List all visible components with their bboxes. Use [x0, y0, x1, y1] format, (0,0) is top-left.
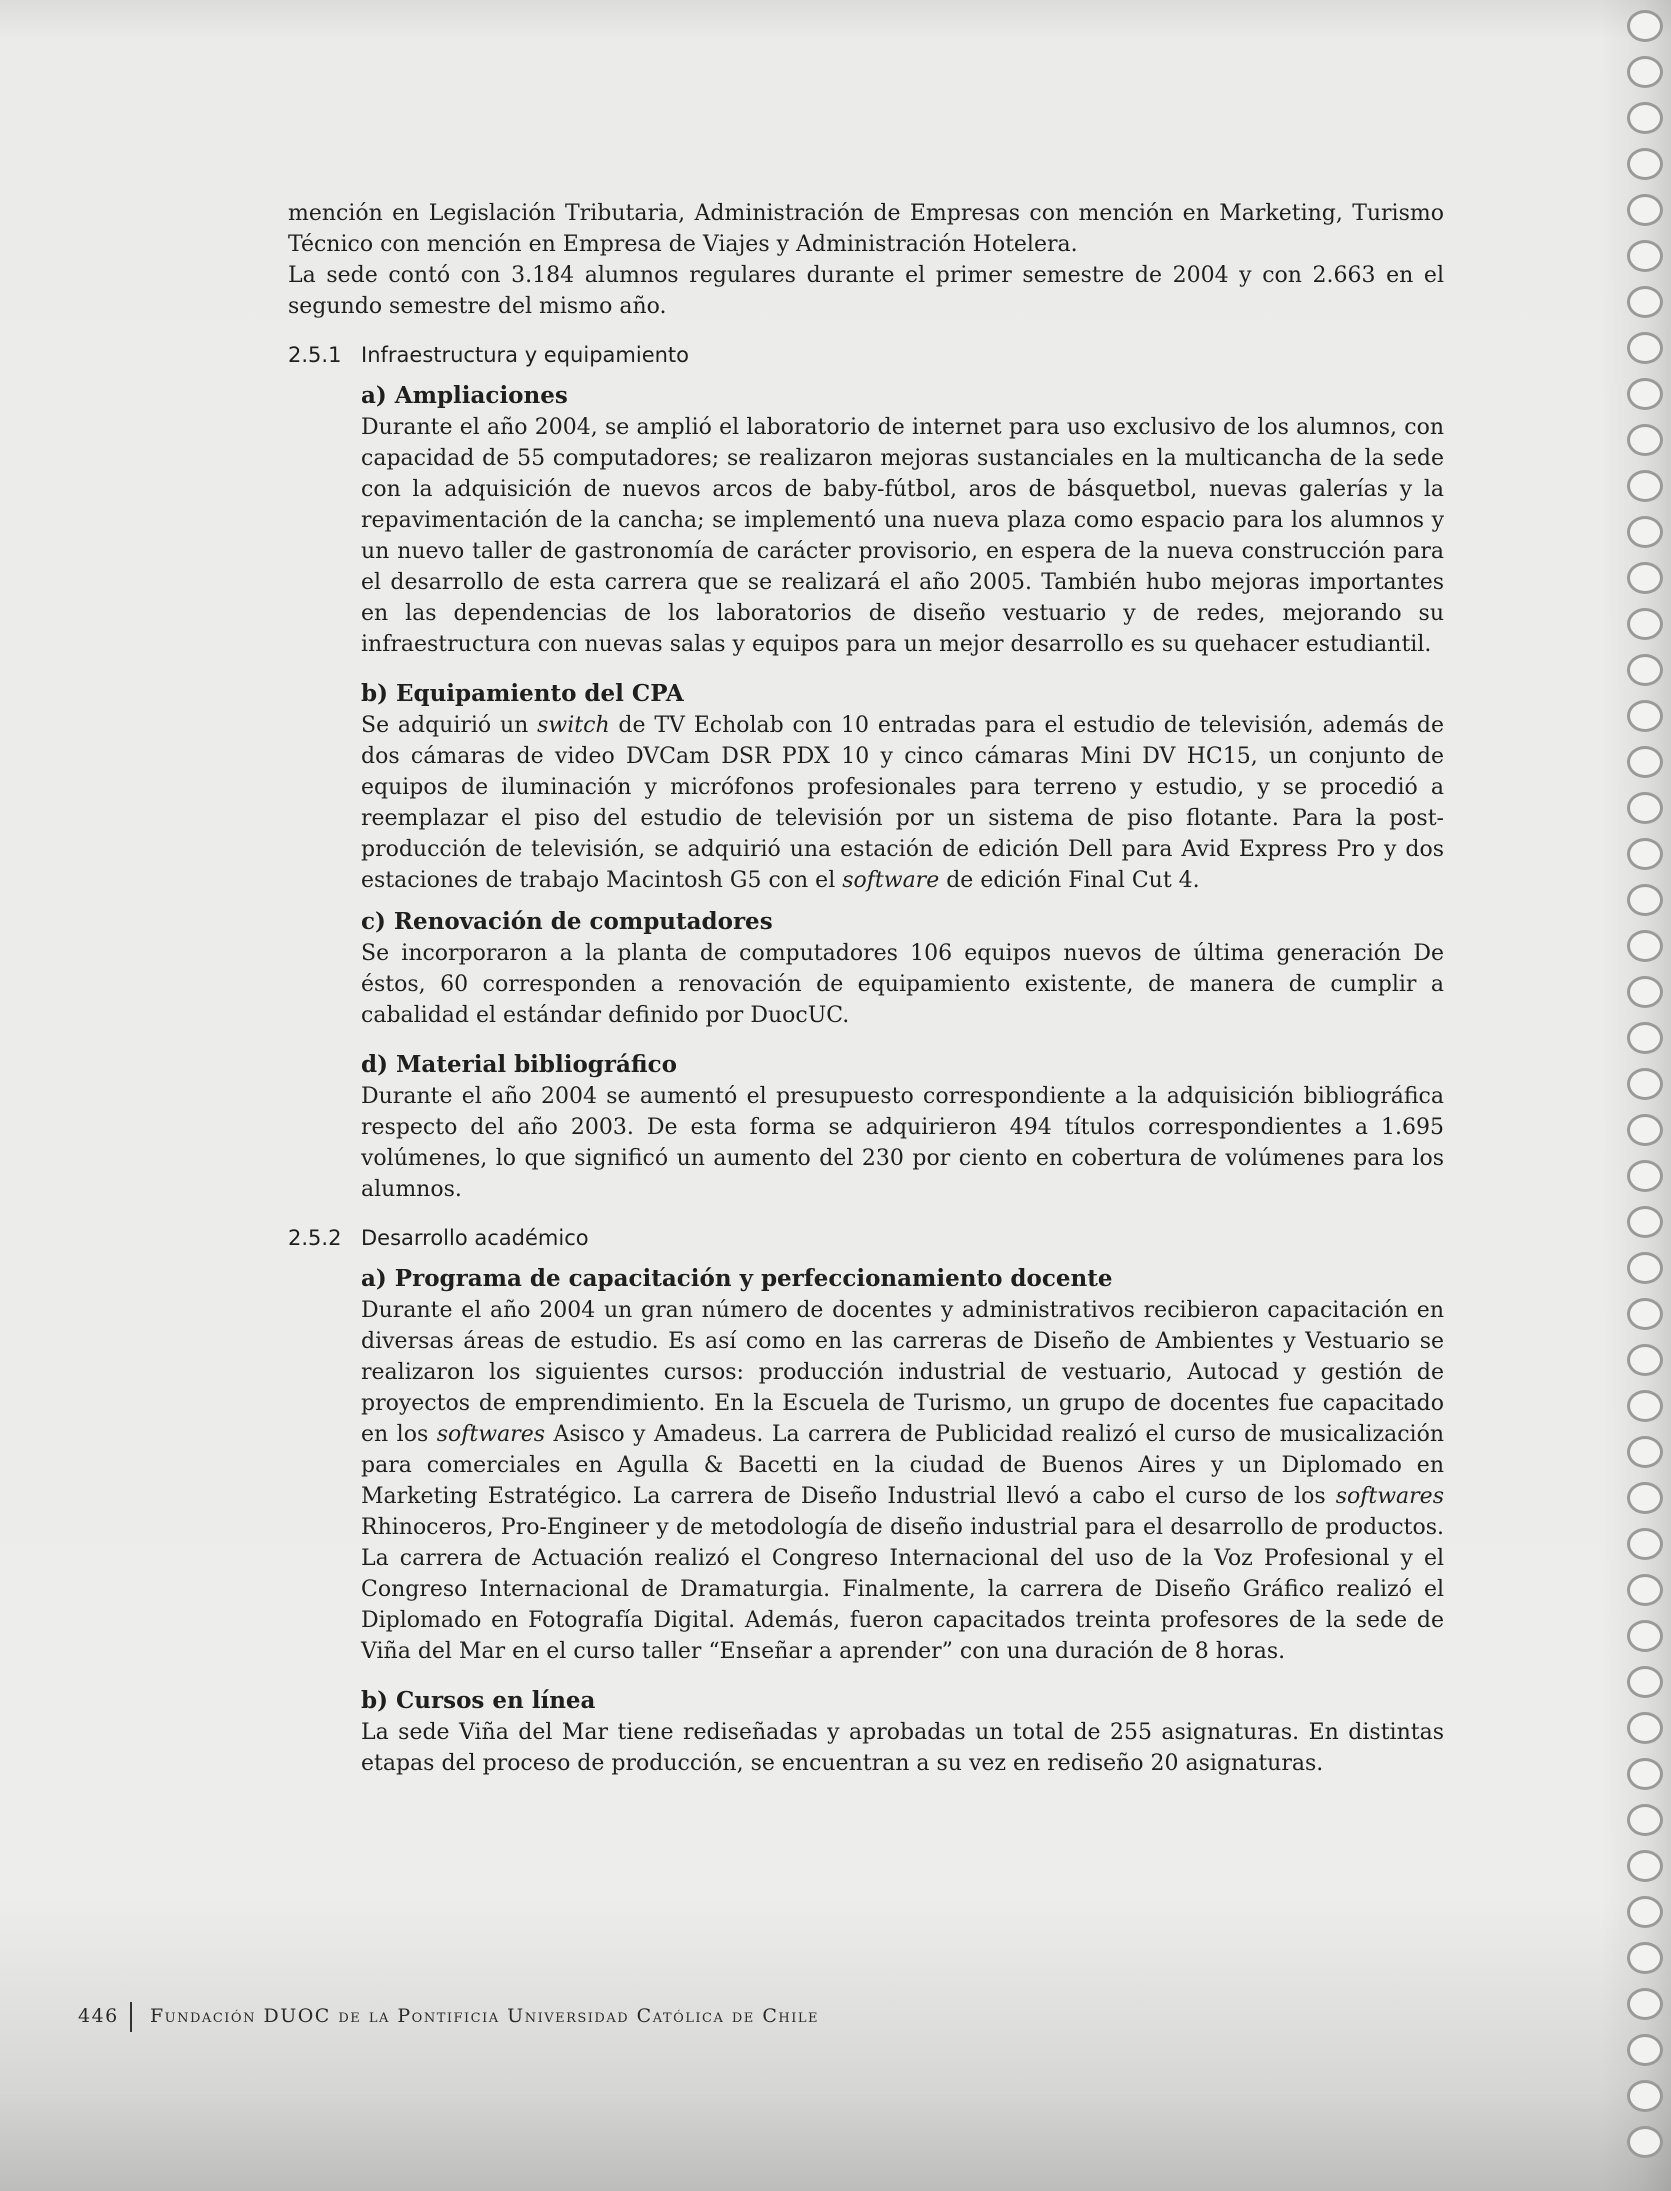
binding-ring [1627, 332, 1663, 364]
page-footer [78, 2002, 1378, 2034]
paragraph-cursos-en-linea: La sede Viña del Mar tiene rediseñadas y aprobadas un total de 255 asignaturas. En distintas etapas del proceso de producción, se encuentran a su vez en rediseño 20 asignaturas. [361, 1720, 1444, 1776]
binding-ring [1627, 148, 1663, 180]
paragraph-renovacion: Se incorporaron a la planta de computadores 106 equipos nuevos de última generación De éstos, 60 corresponden a renovación de equipamiento existente, de manera de cumplir a cabalidad el estándar definido por DuocUC. [361, 941, 1444, 1028]
binding-ring [1627, 1344, 1663, 1376]
section-2-5-1-body [361, 370, 1444, 1205]
binding-ring [1627, 1758, 1663, 1790]
subheading-cursos-en-linea: b) Cursos en línea [361, 1687, 596, 1714]
subheading-equipamiento-cpa: b) Equipamiento del CPA [361, 680, 684, 707]
emphasis-switch: switch [537, 713, 610, 738]
emphasis-softwares: softwares [436, 1422, 546, 1447]
binding-ring [1627, 562, 1663, 594]
binding-ring [1627, 700, 1663, 732]
binding-ring [1627, 884, 1663, 916]
paragraph-material-bibliografico: Durante el año 2004 se aumentó el presupuesto correspondiente a la adquisición bibliográfica respecto del año 2003. De esta forma se adquirieron 494 títulos correspondientes a 1.695 volúmenes, lo que significó un aumento del 230 por ciento en cobertura de volúmenes para los alumnos. [361, 1084, 1444, 1202]
binding-ring [1627, 1666, 1663, 1698]
section-title: Desarrollo académico [361, 1226, 589, 1250]
footer-divider [130, 2002, 132, 2032]
binding-ring [1627, 2126, 1663, 2158]
subheading-material-bibliografico: d) Material bibliográfico [361, 1051, 677, 1078]
spiral-binding [1601, 0, 1671, 2191]
subheading-renovacion: c) Renovación de computadores [361, 908, 773, 935]
binding-ring [1627, 10, 1663, 42]
paragraph-equipamiento-cpa: Se adquirió un switch de TV Echolab con 10 entradas para el estudio de televisión, además de dos cámaras de video DVCam DSR PDX 10 y cinco cámaras Mini DV HC15, un conjunto de equipos de iluminación y micrófonos profesionales para terreno y estudio, y se procedió a reemplazar el piso del estudio de televisión por un sistema de piso flotante. Para la post-producción de televisión, se adquirió una estación de edición Dell para Avid Express Pro y dos estaciones de trabajo Macintosh G5 con el software de edición Final Cut 4. [361, 713, 1444, 893]
binding-ring [1627, 194, 1663, 226]
binding-ring [1627, 470, 1663, 502]
binding-ring [1627, 1390, 1663, 1422]
intro-paragraph-2: La sede contó con 3.184 alumnos regulares durante el primer semestre de 2004 y con 2.663 en el segundo semestre del mismo año. [288, 263, 1444, 319]
binding-ring [1627, 1252, 1663, 1284]
binding-ring [1627, 1804, 1663, 1836]
binding-ring [1627, 1114, 1663, 1146]
binding-ring [1627, 424, 1663, 456]
publisher-name: Fundación DUOC de la Pontificia Universidad Católica de Chile [150, 2005, 819, 2027]
page-number: 446 [78, 2005, 119, 2027]
subheading-ampliaciones: a) Ampliaciones [361, 382, 568, 409]
section-2-5-2-body [361, 1253, 1444, 1779]
binding-ring [1627, 1942, 1663, 1974]
binding-ring [1627, 1436, 1663, 1468]
binding-ring [1627, 746, 1663, 778]
binding-ring [1627, 930, 1663, 962]
subheading-capacitacion: a) Programa de capacitación y perfeccionamiento docente [361, 1265, 1113, 1292]
emphasis-software: software [842, 868, 940, 893]
binding-ring [1627, 1988, 1663, 2020]
binding-ring [1627, 102, 1663, 134]
binding-ring [1627, 792, 1663, 824]
binding-ring [1627, 286, 1663, 318]
page-body [288, 198, 1444, 1779]
binding-ring [1627, 1574, 1663, 1606]
binding-ring [1627, 1160, 1663, 1192]
intro-paragraph-1: mención en Legislación Tributaria, Administración de Empresas con mención en Marketing, Turismo Técnico con mención en Empresa de Viajes y Administración Hotelera. [288, 201, 1444, 257]
binding-ring [1627, 1850, 1663, 1882]
binding-ring [1627, 608, 1663, 640]
paragraph-capacitacion: Durante el año 2004 un gran número de docentes y administrativos recibieron capacitación en diversas áreas de estudio. Es así como en las carreras de Diseño de Ambientes y Vestuario se realizaron los siguientes cursos: producción industrial de vestuario, Autocad y gestión de proyectos de emprendimiento. En la Escuela de Turismo, un grupo de docentes fue capacitado en los softwares Asisco y Amadeus. La carrera de Publicidad realizó el curso de musicalización para comerciales en Agulla & Bacetti en la ciudad de Buenos Aires y un Diplomado en Marketing Estratégico. La carrera de Diseño Industrial llevó a cabo el curso de los softwares Rhinoceros, Pro-Engineer y de metodología de diseño industrial para el desarrollo de productos. La carrera de Actuación realizó el Congreso Internacional del uso de la Voz Profesional y el Congreso Internacional de Dramaturgia. Finalmente, la carrera de Diseño Gráfico realizó el Diplomado en Fotografía Digital. Además, fueron capacitados treinta profesores de la sede de Viña del Mar en el curso taller “Enseñar a aprender” con una duración de 8 horas. [361, 1298, 1444, 1664]
binding-ring [1627, 976, 1663, 1008]
binding-ring [1627, 2034, 1663, 2066]
section-number: 2.5.2 [288, 1226, 342, 1250]
binding-ring [1627, 1206, 1663, 1238]
binding-ring [1627, 1482, 1663, 1514]
binding-ring [1627, 1896, 1663, 1928]
binding-ring [1627, 2080, 1663, 2112]
binding-ring [1627, 240, 1663, 272]
binding-ring [1627, 1068, 1663, 1100]
section-title: Infraestructura y equipamiento [361, 343, 690, 367]
emphasis-softwares: softwares [1335, 1484, 1444, 1509]
binding-ring [1627, 378, 1663, 410]
section-heading-2-5-2 [288, 1223, 1444, 1253]
binding-ring [1627, 1022, 1663, 1054]
paragraph-ampliaciones: Durante el año 2004, se amplió el laboratorio de internet para uso exclusivo de los alumnos, con capacidad de 55 computadores; se realizaron mejoras sustanciales en la multicancha de la sede con la adquisición de nuevos arcos de baby-fútbol, aros de básquetbol, nuevas galerías y la repavimentación de la cancha; se implementó una nueva plaza como espacio para los alumnos y un nuevo taller de gastronomía de carácter provisorio, en espera de la nueva construcción para el desarrollo de esta carrera que se realizará el año 2005. También hubo mejoras importantes en las dependencias de los laboratorios de diseño vestuario y de redes, mejorando su infraestructura con nuevas salas y equipos para un mejor desarrollo es su quehacer estudiantil. [361, 415, 1444, 657]
binding-ring [1627, 654, 1663, 686]
binding-ring [1627, 1712, 1663, 1744]
binding-ring [1627, 838, 1663, 870]
binding-ring [1627, 1298, 1663, 1330]
section-number: 2.5.1 [288, 343, 342, 367]
binding-ring [1627, 516, 1663, 548]
binding-ring [1627, 1620, 1663, 1652]
section-heading-2-5-1 [288, 340, 1444, 370]
binding-ring [1627, 1528, 1663, 1560]
binding-ring [1627, 56, 1663, 88]
